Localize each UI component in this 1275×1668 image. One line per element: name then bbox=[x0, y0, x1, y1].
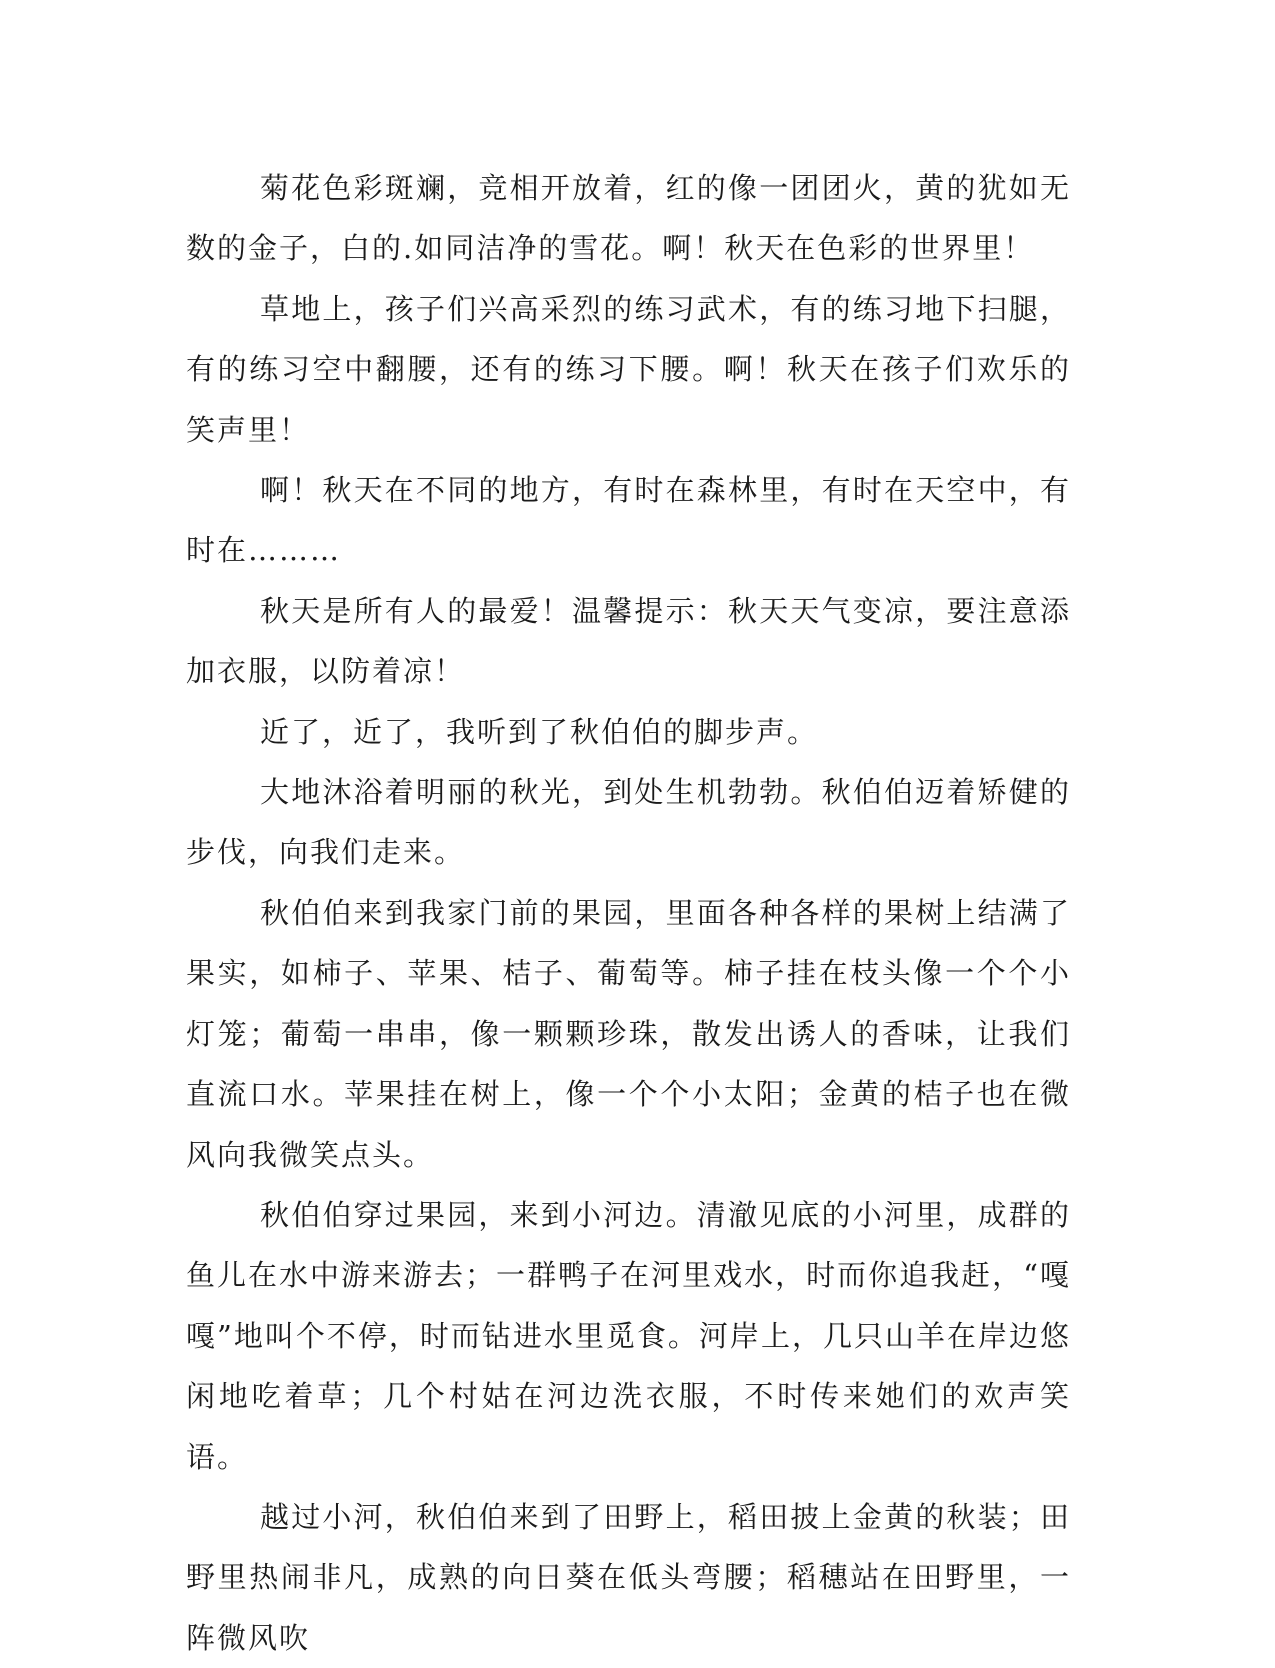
paragraph-8: 秋伯伯穿过果园，来到小河边。清澈见底的小河里，成群的鱼儿在水中游来游去；一群鸭子在河里戏水，时而你追我赶，“嘎嘎”地叫个不停，时而钻进水里觅食。河岸上，几只山羊在岸边悠闲地吃着草；几个村姑在河边洗衣服，不时传来她们的欢声笑语。 bbox=[186, 1197, 1071, 1474]
paragraph-6: 大地沐浴着明丽的秋光，到处生机勃勃。秋伯伯迈着矫健的步伐，向我们走来。 bbox=[186, 775, 1071, 870]
paragraph-2: 草地上，孩子们兴高采烈的练习武术，有的练习地下扫腿，有的练习空中翻腰，还有的练习下腰。啊！秋天在孩子们欢乐的笑声里！ bbox=[186, 291, 1071, 447]
paragraph-4: 秋天是所有人的最爱！温馨提示：秋天天气变凉，要注意添加衣服，以防着凉！ bbox=[186, 593, 1071, 689]
paragraph-5: 近了，近了，我听到了秋伯伯的脚步声。 bbox=[260, 714, 819, 749]
paragraph-1: 菊花色彩斑斓，竞相开放着，红的像一团团火，黄的犹如无数的金子，白的.如同洁净的雪花。啊！秋天在色彩的世界里！ bbox=[186, 171, 1071, 266]
document-body bbox=[186, 158, 1071, 1668]
paragraph-9: 越过小河，秋伯伯来到了田野上，稻田披上金黄的秋装；田野里热闹非凡，成熟的向日葵在低头弯腰；稻穗站在田野里，一阵微风吹 bbox=[186, 1499, 1071, 1655]
paragraph-3: 啊！秋天在不同的地方，有时在森林里，有时在天空中，有时在……… bbox=[186, 473, 1071, 568]
paragraph-7: 秋伯伯来到我家门前的果园，里面各种各样的果树上结满了果实，如柿子、苹果、桔子、葡萄等。柿子挂在枝头像一个个小灯笼；葡萄一串串，像一颗颗珍珠，散发出诱人的香味，让我们直流口水。苹果挂在树上，像一个个小太阳；金黄的桔子也在微风向我微笑点头。 bbox=[186, 895, 1071, 1172]
